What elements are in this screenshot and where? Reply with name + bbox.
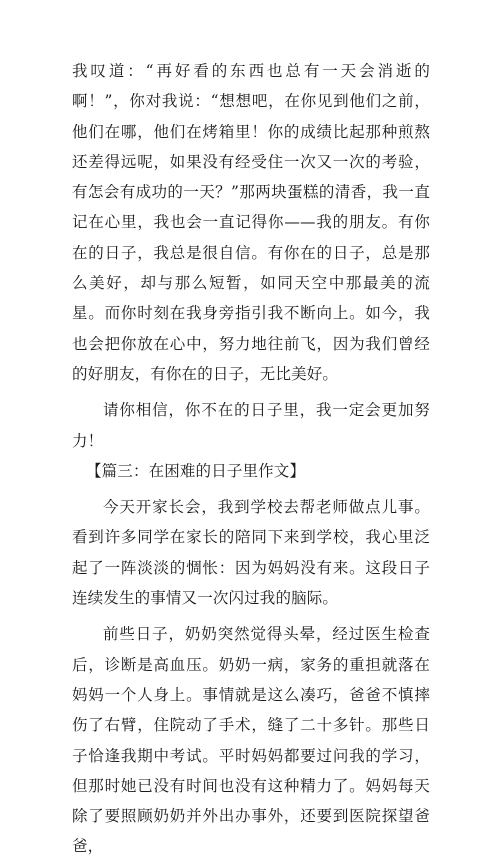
paragraph-parent-meeting: 今天开家长会，我到学校去帮老师做点儿事。看到许多同学在家长的陪同下来到学校，我心里泛起了一阵淡淡的惆怅：因为妈妈没有来。这段日子连续发生的事情又一次闪过我的脑际。: [72, 498, 430, 608]
paragraph-story-ending: 我叹道：“再好看的东西也总有一天会消逝的啊！”，你对我说：“想想吧，在你见到他们之前，他们在哪，他们在烤箱里！你的成绩比起那种煎熬还差得远呢，如果没有经受住一次又一次的考验，有怎会有成功的一天？”那两块蛋糕的清香，我一直记在心里，我也会一直记得你——我的朋友。有你在的日子，我总是很自信。有你在的日子，总是那么美好，却与那么短暂，如同天空中那最美的流星。而你时刻在我身旁指引我不断向上。如今，我也会把你放在心中，努力地往前飞，因为我们曾经的好朋友，有你在的日子，无比美好。: [72, 62, 430, 383]
paragraph-grandma-illness: 前些日子，奶奶突然觉得头晕，经过医生检查后，诊断是高血压。奶奶一病，家务的重担就落在妈妈一个人身上。事情就是这么凑巧，爸爸不慎摔伤了右臂，住院动了手术，缝了二十多针。那些日子恰逢我期中考试。平时妈妈都要过问我的学习，但那时她已没有时间也没有这种精力了。妈妈每天除了要照顾奶奶并外出办事外，还要到医院探望爸爸，: [72, 625, 430, 856]
section-heading: 【篇三：在困难的日子里作文】: [86, 461, 306, 480]
paragraph-promise: 请你相信，你不在的日子里，我一定会更加努力！: [72, 401, 430, 450]
